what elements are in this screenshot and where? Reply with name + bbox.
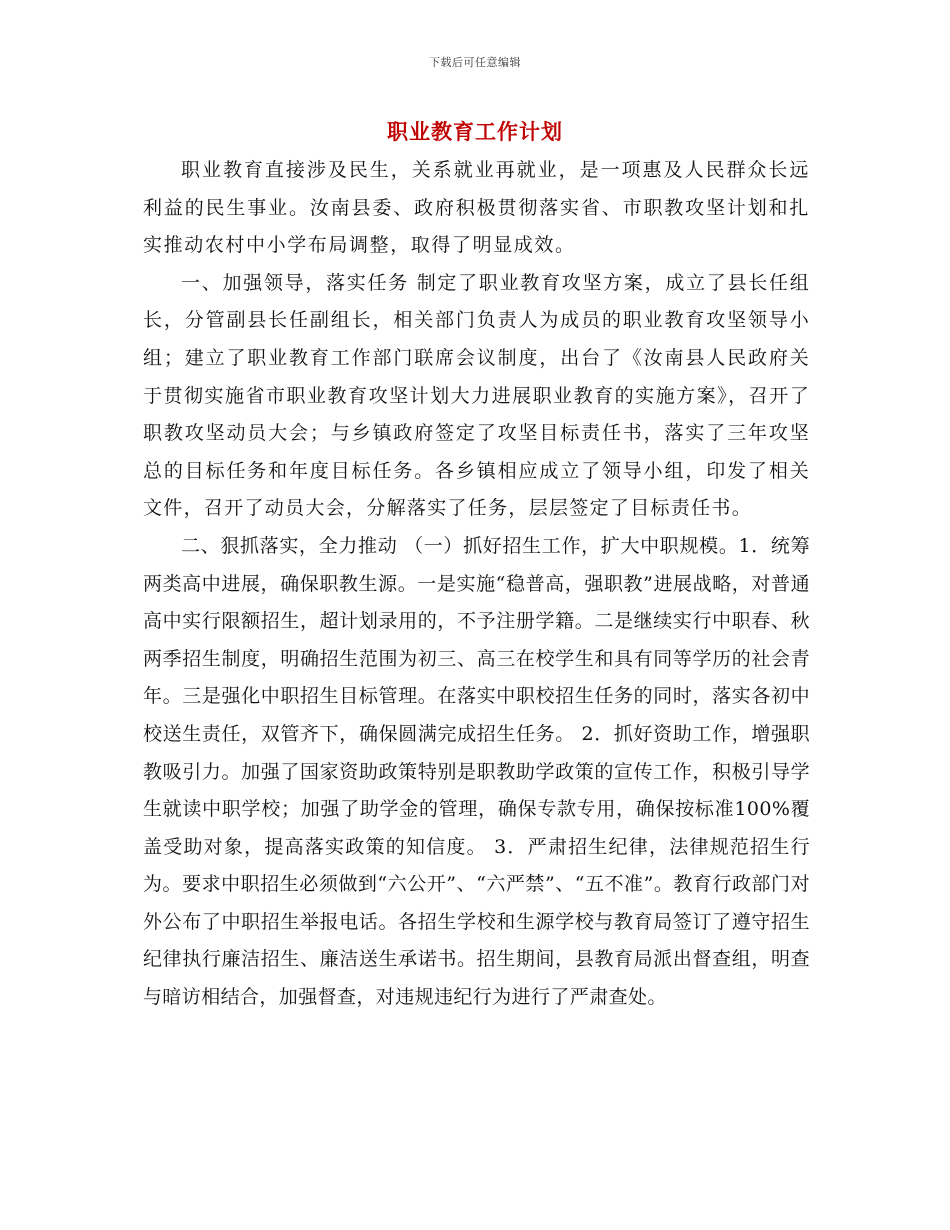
document-title: 职业教育工作计划 [387,120,563,144]
document-body [143,152,810,1017]
paragraph-leadership: 一、加强领导，落实任务 制定了职业教育攻坚方案，成立了县长任组长，分管副县长任副组长，相关部门负责人为成员的职业教育攻坚领导小组；建立了职业教育工作部门联席会议制度，出台了《汝南县人民政府关于贯彻实施省市职业教育攻坚计划大力进展职业教育的实施方案》，召开了职教攻坚动员大会；与乡镇政府签定了攻坚目标责任书，落实了三年攻坚总的目标任务和年度目标任务。各乡镇相应成立了领导小组，印发了相关文件，召开了动员大会，分解落实了任务，层层签定了目标责任书。 [143,271,810,520]
paragraph-implementation: 二、狠抓落实，全力推动 （一）抓好招生工作，扩大中职规模。1．统筹两类高中进展，确保职教生源。一是实施“稳普高，强职教”进展战略，对普通高中实行限额招生，超计划录用的，不予注册学籍。二是继续实行中职春、秋两季招生制度，明确招生范围为初三、高三在校学生和具有同等学历的社会青年。三是强化中职招生目标管理。在落实中职校招生任务的同时，落实各初中校送生责任，双管齐下，确保圆满完成招生任务。 2．抓好资助工作，增强职教吸引力。加强了国家资助政策特别是职教助学政策的宣传工作，积极引导学生就读中职学校；加强了助学金的管理，确保专款专用，确保按标准100%覆盖受助对象，提高落实政策的知信度。 3．严肃招生纪律，法律规范招生行为。要求中职招生必须做到“六公开”、“六严禁”、“五不准”。教育行政部门对外公布了中职招生举报电话。各招生学校和生源学校与教育局签订了遵守招生纪律执行廉洁招生、廉洁送生承诺书。招生期间，县教育局派出督查组，明查与暗访相结合，加强督查，对违规违纪行为进行了严肃查处。 [143,534,810,1009]
page-header-note: 下载后可任意编辑 [429,56,521,69]
paragraph-intro: 职业教育直接涉及民生，关系就业再就业，是一项惠及人民群众长远利益的民生事业。汝南县委、政府积极贯彻落实省、市职教攻坚计划和扎实推动农村中小学布局调整，取得了明显成效。 [143,159,810,257]
